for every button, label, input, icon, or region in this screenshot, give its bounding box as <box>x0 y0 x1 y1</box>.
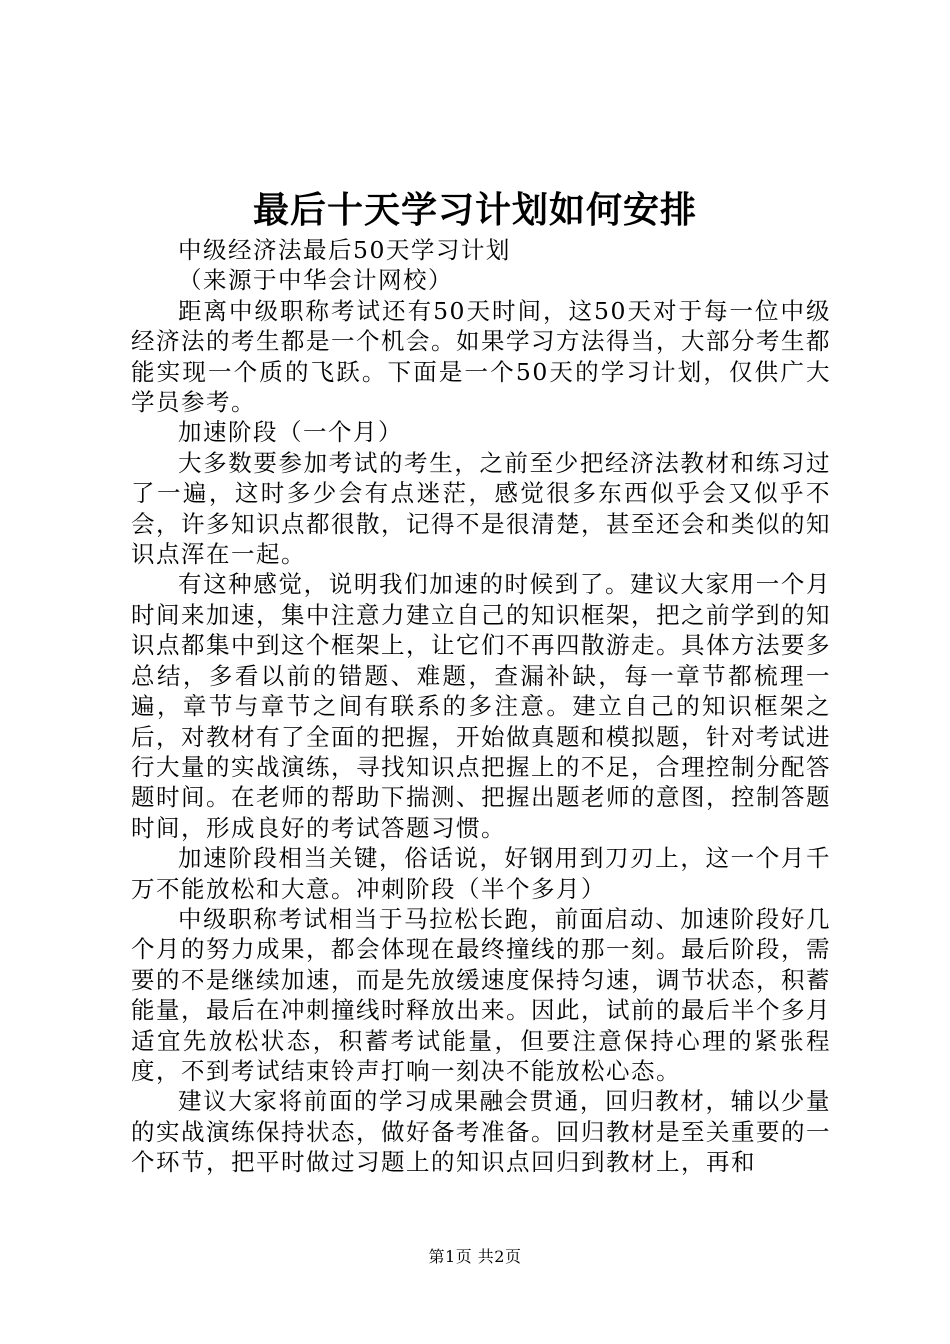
paragraph: 大多数要参加考试的考生，之前至少把经济法教材和练习过了一遍，这时多少会有点迷茫，感觉很多东西似乎会又似乎不会，许多知识点都很散，记得不是很清楚，甚至还会和类似的知识点浑在一起。 <box>131 448 831 569</box>
paragraph: 建议大家将前面的学习成果融会贯通，回归教材，辅以少量的实战演练保持状态，做好备考准备。回归教材是至关重要的一个环节，把平时做过习题上的知识点回归到教材上，再和 <box>131 1087 831 1177</box>
page-footer: 第1页 共2页 <box>428 1247 522 1266</box>
paragraph: 中级职称考试相当于马拉松长跑，前面启动、加速阶段好几个月的努力成果，都会体现在最终撞线的那一刻。最后阶段，需要的不是继续加速，而是先放缓速度保持匀速，调节状态，积蓄能量，最后在冲刺撞线时释放出来。因此，试前的最后半个多月适宜先放松状态，积蓄考试能量，但要注意保持心理的紧张程度，不到考试结束铃声打响一刻决不能放松心态。 <box>131 904 831 1085</box>
paragraph: 加速阶段相当关键，俗话说，好钢用到刀刃上，这一个月千万不能放松和大意。冲刺阶段（半个多月） <box>131 844 831 903</box>
document-body <box>131 235 831 1178</box>
paragraph-source: （来源于中华会计网校） <box>178 266 453 295</box>
paragraph-subtitle: 中级经济法最后50天学习计划 <box>178 236 511 264</box>
paragraph: 有这种感觉，说明我们加速的时候到了。建议大家用一个月时间来加速，集中注意力建立自己的知识框架，把之前学到的知识点都集中到这个框架上，让它们不再四散游走。具体方法要多总结，多看以前的错题、难题，查漏补缺，每一章节都梳理一遍，章节与章节之间有联系的多注意。建立自己的知识框架之后，对教材有了全面的把握，开始做真题和模拟题，针对考试进行大量的实战演练，寻找知识点把握上的不足，合理控制分配答题时间。在老师的帮助下揣测、把握出题老师的意图，控制答题时间，形成良好的考试答题习惯。 <box>131 570 831 842</box>
paragraph-heading-acceleration: 加速阶段（一个月） <box>178 418 403 447</box>
document-title: 最后十天学习计划如何安排 <box>252 189 697 231</box>
paragraph-intro: 距离中级职称考试还有50天时间，这50天对于每一位中级经济法的考生都是一个机会。如果学习方法得当，大部分考生都能实现一个质的飞跃。下面是一个50天的学习计划，仅供广大学员参考。 <box>131 296 831 417</box>
